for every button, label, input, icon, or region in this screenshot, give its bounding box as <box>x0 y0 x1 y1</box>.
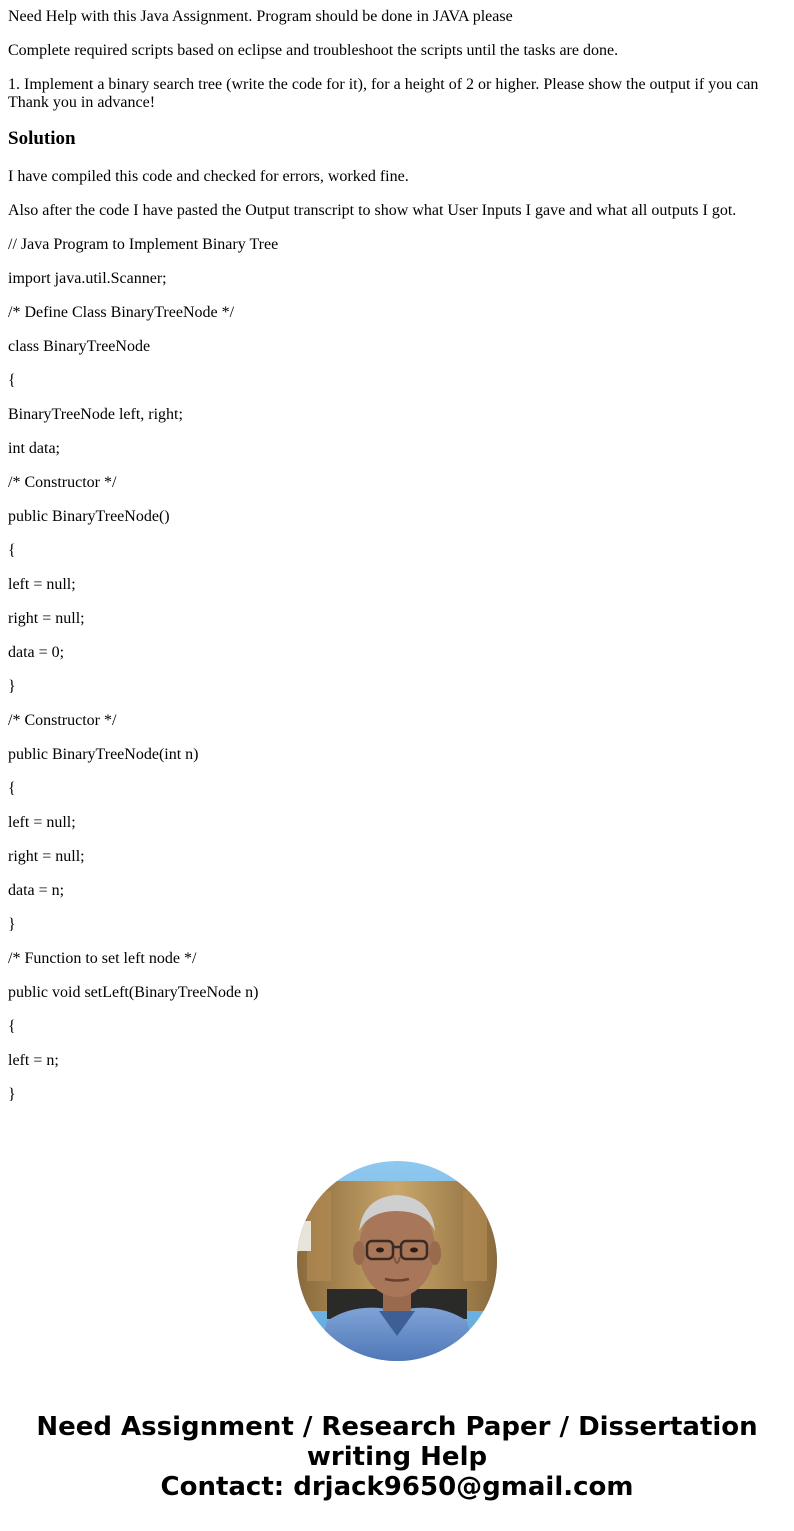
code-line: } <box>8 916 16 933</box>
code-listing <box>8 236 786 1104</box>
code-line: { <box>8 372 16 389</box>
promo-line-2: writing Help <box>306 1442 488 1472</box>
code-line: /* Constructor */ <box>8 712 117 729</box>
question-task <box>8 76 786 112</box>
solution-intro-1: I have compiled this code and checked for errors, worked fine. <box>8 168 409 185</box>
code-line: { <box>8 780 16 797</box>
author-photo-illustration <box>297 1161 497 1361</box>
promo-line-1: Need Assignment / Research Paper / Dissertation <box>36 1412 758 1442</box>
code-line: left = n; <box>8 1052 59 1069</box>
code-line: public BinaryTreeNode() <box>8 508 170 525</box>
code-line: } <box>8 1086 16 1103</box>
code-line: /* Function to set left node */ <box>8 950 197 967</box>
code-line: { <box>8 1018 16 1035</box>
code-line: data = 0; <box>8 644 65 661</box>
code-line: int data; <box>8 440 60 457</box>
code-line: class BinaryTreeNode <box>8 338 151 355</box>
code-line: { <box>8 542 16 559</box>
code-line: import java.util.Scanner; <box>8 270 167 287</box>
code-line: // Java Program to Implement Binary Tree <box>8 236 279 253</box>
code-line: right = null; <box>8 848 85 865</box>
question-title: Need Help with this Java Assignment. Program should be done in JAVA please <box>8 8 513 25</box>
code-line: /* Define Class BinaryTreeNode */ <box>8 304 235 321</box>
code-line: data = n; <box>8 882 65 899</box>
question-instruction: Complete required scripts based on eclipse and troubleshoot the scripts until the tasks are done. <box>8 42 619 59</box>
promo-banner <box>0 1412 794 1502</box>
code-line: right = null; <box>8 610 85 627</box>
task-line-1: 1. Implement a binary search tree (write the code for it), for a height of 2 or higher. Please show the output if you can <box>8 76 759 93</box>
code-line: /* Constructor */ <box>8 474 117 491</box>
code-line: public BinaryTreeNode(int n) <box>8 746 199 763</box>
solution-intro-2: Also after the code I have pasted the Output transcript to show what User Inputs I gave and what all outputs I got. <box>8 202 737 219</box>
code-line: left = null; <box>8 576 76 593</box>
author-avatar <box>297 1161 497 1361</box>
code-line: } <box>8 678 16 695</box>
code-line: BinaryTreeNode left, right; <box>8 406 183 423</box>
code-line: left = null; <box>8 814 76 831</box>
task-line-2: Thank you in advance! <box>8 94 156 111</box>
code-line: public void setLeft(BinaryTreeNode n) <box>8 984 259 1001</box>
promo-contact: Contact: drjack9650@gmail.com <box>160 1472 634 1502</box>
document-body <box>0 8 794 1104</box>
solution-heading: Solution <box>8 128 76 149</box>
